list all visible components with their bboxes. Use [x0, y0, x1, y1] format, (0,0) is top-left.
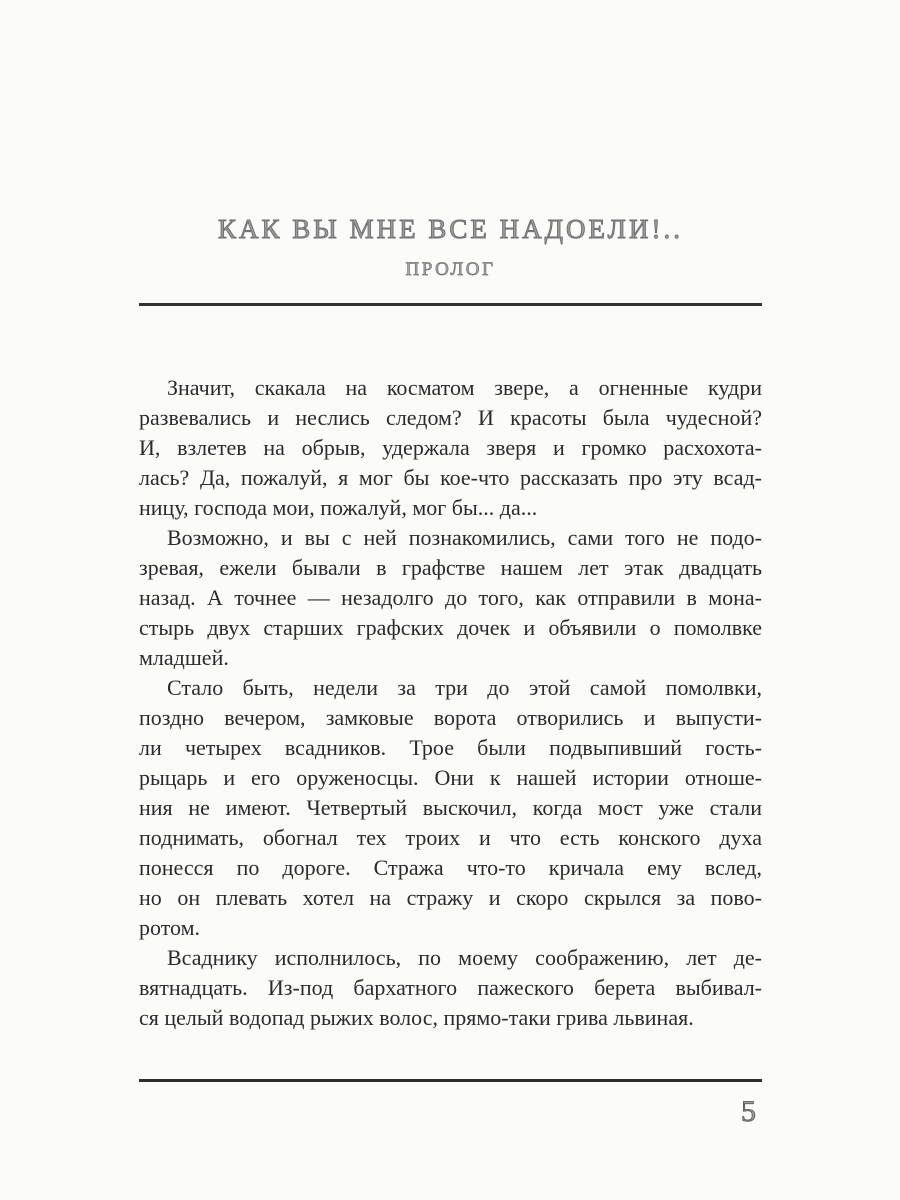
text-line: поздно вечером, замковые ворота отворились и выпусти- — [139, 705, 762, 730]
text-line: Стало быть, недели за три до этой самой помолвки, — [167, 675, 762, 700]
text-line: развевались и неслись следом? И красоты была чудесной? — [139, 405, 762, 430]
bottom-rule — [139, 1079, 762, 1082]
text-line: поднимать, обогнал тех троих и что есть конского духа — [139, 825, 762, 850]
text-line: но он плевать хотел на стражу и скоро скрылся за пово- — [139, 885, 762, 910]
text-line: стырь двух старших графских дочек и объявили о помолвке — [139, 615, 762, 640]
text-line: ротом. — [139, 915, 201, 940]
paragraph — [139, 523, 762, 673]
text-line: лась? Да, пожалуй, я мог бы кое-что рассказать про эту всад- — [139, 465, 762, 490]
paragraph — [139, 673, 762, 943]
text-line: рыцарь и его оруженосцы. Они к нашей истории отноше- — [139, 765, 762, 790]
text-line: понесся по дороге. Стража что-то кричала ему вслед, — [139, 855, 762, 880]
text-line: Возможно, и вы с ней познакомились, сами того не подо- — [167, 525, 762, 550]
text-line: вятнадцать. Из-под бархатного пажеского берета выбивал- — [139, 975, 762, 1000]
text-line: И, взлетев на обрыв, удержала зверя и громко расхохота- — [139, 435, 762, 460]
chapter-title: ПРОЛОГ — [405, 259, 496, 280]
text-line: ли четырех всадников. Трое были подвыпивший гость- — [139, 735, 762, 760]
text-line: ницу, господа мои, пожалуй, мог бы... да... — [139, 495, 538, 520]
top-rule — [139, 303, 762, 306]
text-line: Значит, скакала на косматом звере, а огненные кудри — [167, 375, 762, 400]
paragraph — [139, 943, 762, 1033]
text-line: назад. А точнее — незадолго до того, как отправили в мона- — [139, 585, 762, 610]
text-line: младшей. — [139, 645, 229, 670]
text-line: зревая, ежели бывали в графстве нашем лет этак двадцать — [139, 555, 762, 580]
text-line: Всаднику исполнилось, по моему соображению, лет де- — [167, 945, 762, 970]
book-page — [139, 0, 762, 1130]
text-line: ния не имеют. Четвертый выскочил, когда мост уже стали — [139, 795, 762, 820]
text-line: ся целый водопад рыжих волос, прямо-таки грива львиная. — [139, 1005, 694, 1030]
body-text — [139, 373, 762, 1033]
page-number: 5 — [741, 1095, 756, 1128]
paragraph — [139, 373, 762, 523]
book-title: КАК ВЫ МНЕ ВСЕ НАДОЕЛИ!.. — [218, 214, 683, 244]
